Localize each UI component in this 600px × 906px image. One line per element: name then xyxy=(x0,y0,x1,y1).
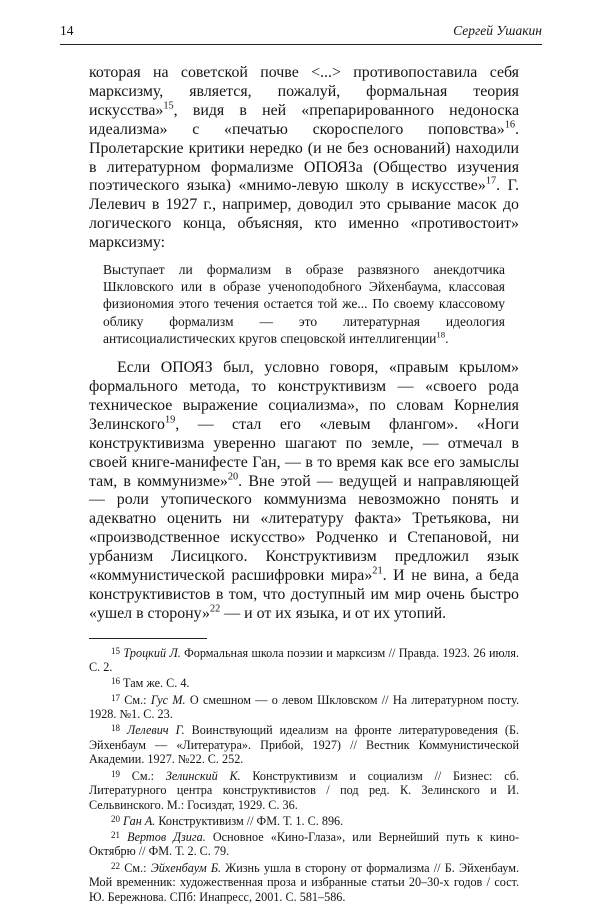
footnote xyxy=(89,646,519,675)
footnote-text: Основное «Кино-Глаза», или Вернейший путь к кино-Октябрю // ФМ. Т. 2. С. 79. xyxy=(89,829,520,859)
text-run: — и от их языка, и от их утопий. xyxy=(220,604,447,622)
footnote-ref: 15 xyxy=(163,100,174,112)
footnote xyxy=(89,769,519,813)
paragraph-continuation xyxy=(89,64,519,253)
footnote xyxy=(89,676,519,691)
footnote xyxy=(89,723,519,767)
block-quote xyxy=(103,261,505,347)
footnote-number: 18 xyxy=(111,723,120,734)
footnote-ref: 19 xyxy=(164,414,176,426)
footnote-number: 20 xyxy=(111,813,120,824)
footnote xyxy=(89,861,519,905)
quote-text: Выступает ли формализм в образе развязного анекдотчика Шкловского или в образе ученоподобного Эйхенбаума, классовая физиономия этого течения остается той же... По своему классовому облику формализм — это литературная идеология антисоциалистических кругов спецовской интеллигенции xyxy=(103,262,505,346)
footnote-author: Эйхенбаум Б. xyxy=(150,860,222,875)
quote-end: . xyxy=(445,330,449,346)
footnote-number: 21 xyxy=(111,829,120,840)
footnote-text: Конструктивизм и социализм // Бизнес: сб. Литературного центра конструктивистов / под ред. К. Зелинского и И. Сельвинского. М.: Госиздат, 1929. С. 36. xyxy=(89,768,519,812)
footnote-number: 17 xyxy=(111,692,120,703)
footnote-text: См.: xyxy=(120,860,151,875)
text-run: Если ОПОЯЗ был, условно говоря, «правым крылом» формального метода, то конструктивизм — «своего рода техническое выражение социализма», по словам Корнелия Зелинского xyxy=(89,359,519,433)
footnote-author: Гус М. xyxy=(150,692,186,707)
footnote-author: Ган А. xyxy=(123,813,156,828)
footnote-text: Там же. С. 4. xyxy=(120,676,190,691)
running-author: Сергей Ушакин xyxy=(453,23,542,38)
footnote-author: Троцкий Л. xyxy=(123,645,181,660)
footnote-ref: 22 xyxy=(209,603,221,615)
footnote-ref: 17 xyxy=(485,176,497,188)
footnote xyxy=(89,693,519,722)
paragraph xyxy=(89,359,519,624)
footnote-ref: 20 xyxy=(227,471,239,483)
footnote xyxy=(89,830,519,859)
text-run: , — стал его «левым флангом». «Ноги конструктивизма уверенно шагают по земле, — отмечал в своей книге-манифесте Ган, — в то время как все его замыслы там, в коммунизме» xyxy=(89,415,519,490)
running-header xyxy=(60,18,542,45)
footnote-author: Зелинский К. xyxy=(165,768,241,783)
footnote-separator xyxy=(89,638,207,639)
main-text xyxy=(89,64,519,906)
footnote xyxy=(89,814,519,829)
footnote-number: 19 xyxy=(111,768,120,779)
footnote-number: 15 xyxy=(111,645,120,656)
footnote-text: См.: xyxy=(120,768,166,783)
footnote-ref: 21 xyxy=(372,565,383,577)
text-run: , видя в ней «препарированного недоноска идеализма» с «печатью скороспелого поповства» xyxy=(89,101,519,138)
footnote-text: О смешном — о левом Шкловском // На литературном посту. 1928. №1. С. 23. xyxy=(89,692,519,722)
text-run: . Вне этой — ведущей и направляющей — роли утопического коммунизма невозможно понять и адекватно оценить ни «литературу факта» Третьякова, ни «производственное искусство» Родченко и Степановой, ни урбанизм Лисицкого. Конструктивизм предложил язык «коммунистической расшифровки мира» xyxy=(89,472,519,585)
footnote-text: Формальная школа поэзии и марксизм // Правда. 1923. 26 июля. С. 2. xyxy=(89,645,519,675)
text-run: . Пролетарские критики нередко (и не без оснований) находили в литературном формализме ОПОЯЗа (Общество изучения поэтического языка) «мнимо-левую школу в искусстве» xyxy=(89,120,519,195)
footnote-text: Конструктивизм // ФМ. Т. 1. С. 896. xyxy=(155,813,344,828)
footnote-number: 16 xyxy=(111,676,120,687)
footnote-text: Воинствующий идеализм на фронте литературоведения (Б. Эйхенбаум — «Литература». Прибой, 1927) // Вестник Коммунистической Академии. 1927. №22. С. 252. xyxy=(89,723,519,767)
page-number: 14 xyxy=(60,23,74,38)
footnote-author: Вертов Дзига. xyxy=(127,829,206,844)
footnote-text: Жизнь ушла в сторону от формализма // Б. Эйхенбаум. Мой временник: художественная проза и избранные статьи 20–30-х годов / сост. Ю. Бережнова. СПб: Инапресс, 2001. С. 581–586. xyxy=(89,860,519,904)
text-run: . И не вина, а беда конструктивистов в том, что доступный им мир очень быстро «ушел в сторону» xyxy=(89,567,519,622)
footnote-author: Лелевич Г. xyxy=(127,723,185,738)
footnote-text: См.: xyxy=(120,692,151,707)
text-run: которая на советской почве <...> противопоставила себя марксизму, является, пожалуй, формальная теория искусства» xyxy=(89,64,519,119)
footnote-ref: 18 xyxy=(436,329,446,340)
text-run: . Г. Лелевич в 1927 г., например, доводил это срывание масок до логического конца, объясняя, кто именно «противостоит» марксизму: xyxy=(89,177,520,252)
footnote-number: 22 xyxy=(111,860,120,871)
footnote-ref: 16 xyxy=(504,119,516,131)
footnotes xyxy=(89,646,519,905)
